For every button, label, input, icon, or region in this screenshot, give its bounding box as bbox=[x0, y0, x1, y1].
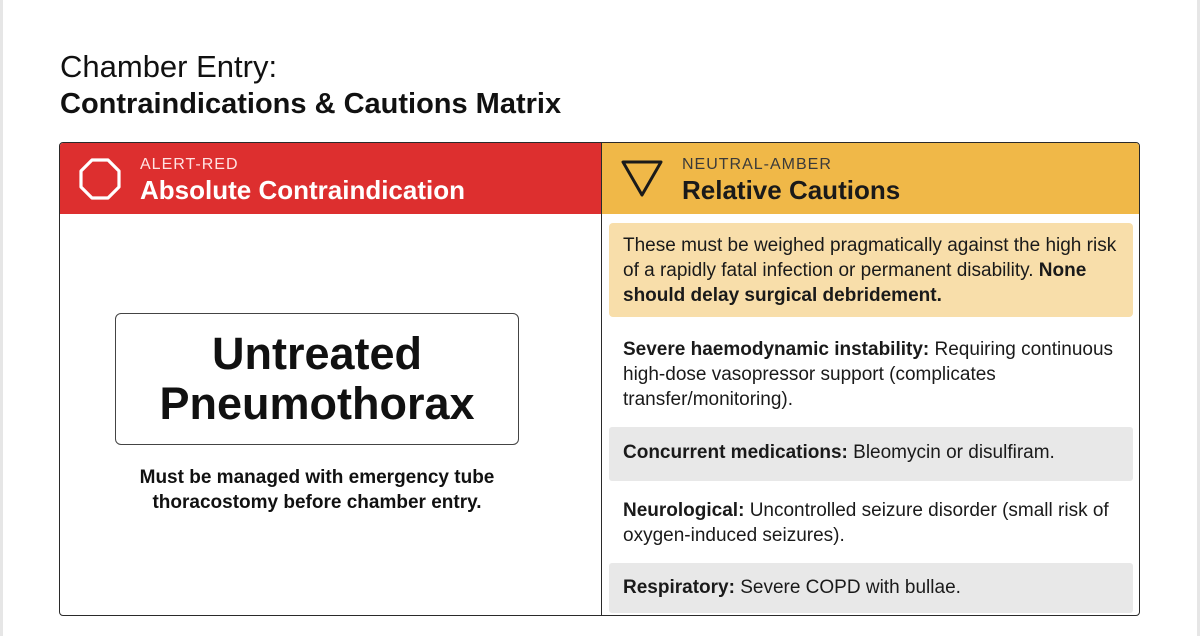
left-edge bbox=[0, 0, 3, 636]
intro-text: These must be weighed pragmatically against the high risk of a rapidly fatal infection or permanent disability. bbox=[623, 235, 1117, 281]
relative-column bbox=[601, 143, 1139, 615]
caution-label: Concurrent medications: bbox=[623, 442, 848, 463]
caution-text: Uncontrolled seizure disorder (small risk of oxygen-induced seizures). bbox=[623, 500, 1109, 546]
octagon-stop-icon bbox=[78, 157, 122, 201]
caution-item bbox=[609, 563, 1133, 613]
absolute-column bbox=[60, 143, 601, 615]
relative-heading: Relative Cautions bbox=[682, 175, 901, 205]
title-line-1: Chamber Entry: bbox=[60, 49, 278, 84]
relative-header bbox=[602, 143, 1139, 214]
title-line-2: Contraindications & Cautions Matrix bbox=[60, 88, 562, 120]
intro-strong: None should delay surgical debridement. bbox=[623, 260, 1087, 306]
caution-item bbox=[609, 427, 1133, 481]
absolute-header bbox=[60, 143, 601, 214]
triangle-warning-icon bbox=[620, 157, 664, 201]
condition-box bbox=[115, 313, 519, 445]
caution-label: Respiratory: bbox=[623, 577, 735, 598]
caution-text: Severe COPD with bullae. bbox=[740, 577, 961, 598]
caution-text: Requiring continuous high-dose vasopressor support (complicates transfer/monitoring). bbox=[623, 339, 1114, 410]
caution-text: Bleomycin or disulfiram. bbox=[853, 442, 1055, 463]
absolute-tag: ALERT-RED bbox=[140, 156, 239, 173]
contraindications-matrix bbox=[59, 142, 1140, 616]
page-title bbox=[60, 48, 561, 122]
caution-label: Severe haemodynamic instability: bbox=[623, 339, 930, 360]
absolute-heading: Absolute Contraindication bbox=[140, 175, 465, 205]
caution-item bbox=[609, 337, 1133, 412]
condition-text: Untreated Pneumothorax bbox=[159, 328, 475, 429]
condition-note: Must be managed with emergency tube thoracostomy before chamber entry. bbox=[139, 467, 495, 513]
relative-tag: NEUTRAL-AMBER bbox=[682, 156, 832, 173]
relative-intro bbox=[609, 223, 1133, 317]
caution-item bbox=[609, 498, 1133, 548]
caution-label: Neurological: bbox=[623, 500, 745, 521]
